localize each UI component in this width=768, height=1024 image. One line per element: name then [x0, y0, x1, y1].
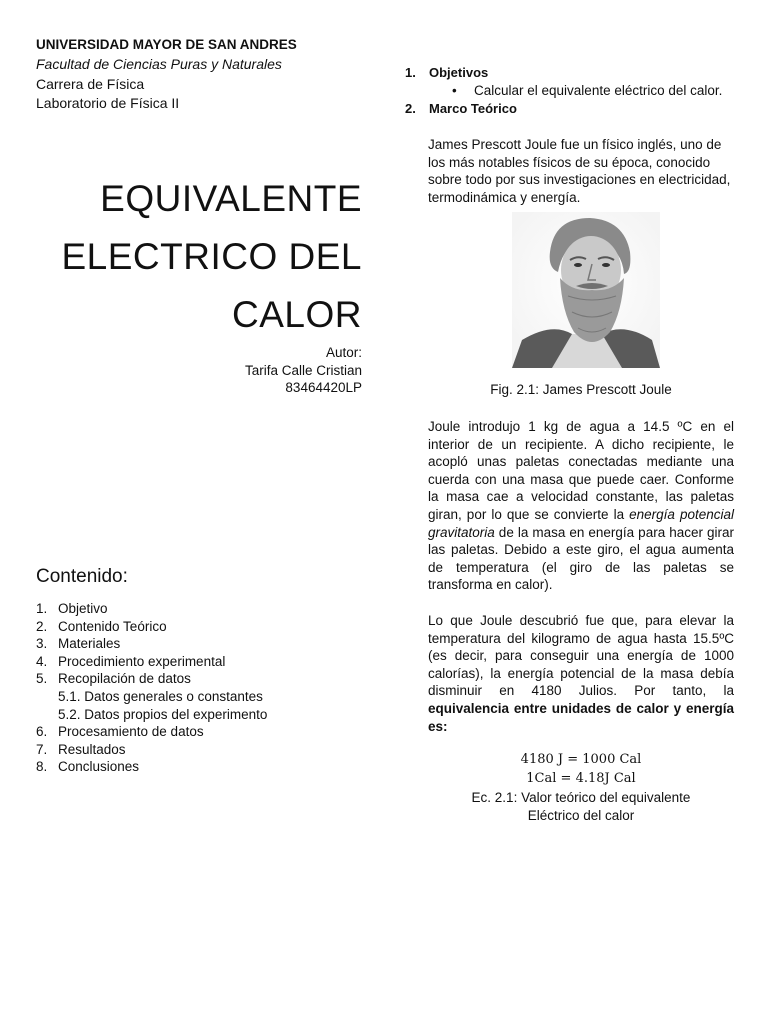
toc-item: 3. Materiales [36, 636, 121, 652]
italic-term: energía potencial gravitatoria [428, 506, 734, 540]
paragraph-joule-experiment: Joule introdujo 1 kg de agua a 14.5 ºC en el interior de un recipiente. A dicho recipiente, le acopló unas paletas conectadas mediante una cuerda con una masa que puede caer. Conforme la masa cae a velocidad constante, las paletas giran, por lo que se convierte la energía potencial gravitatoria de la masa en energía para hacer girar las paletas. Debido a este giro, el agua aumenta de temperatura (el giro de las paletas se transforma en calor). [428, 419, 734, 593]
author-name: Tarifa Calle Cristian [244, 362, 362, 378]
author-id: 83464420LP [285, 380, 362, 395]
toc-item: 2. Contenido Teórico [36, 618, 167, 634]
title-line-3: CALOR [232, 294, 362, 335]
objective-bullet: • Calcular el equivalente eléctrico del calor. [452, 83, 723, 98]
toc-item: 1. Objetivo [36, 601, 108, 616]
bullet-icon: • [452, 83, 457, 98]
equation-caption: Ec. 2.1: Valor teórico del equivalente Eléctrico del calor [471, 790, 691, 823]
author-label: Autor: [325, 345, 362, 360]
table-of-contents [36, 600, 366, 776]
paragraph-joule-intro: James Prescott Joule fue un físico inglés, uno de los más notables físicos de su época, conocido sobre todo por sus investigaciones en electricidad, termodinámica y energía. [428, 137, 731, 205]
section-marco-heading: 2. Marco Teórico [405, 101, 517, 116]
equation-1: 4180 J = 1000 Cal [520, 752, 642, 767]
toc-subitem: 5.2. Datos propios del experimento [58, 706, 268, 722]
university-name: UNIVERSIDAD MAYOR DE SAN ANDRES [36, 37, 297, 52]
toc-item: 7. Resultados [36, 741, 126, 757]
career-name: Carrera de Física [36, 76, 145, 92]
toc-item: 4. Procedimiento experimental [36, 653, 226, 669]
toc-item: 8. Conclusiones [36, 759, 140, 775]
title-line-2: ELECTRICO DEL [61, 236, 362, 277]
title-line-1: EQUIVALENTE [100, 178, 362, 219]
bold-equivalence: equivalencia entre unidades de calor y energía es: [428, 700, 734, 734]
toc-subitem: 5.1. Datos generales o constantes [58, 688, 263, 704]
contents-heading: Contenido: [36, 566, 128, 587]
faculty-name: Facultad de Ciencias Puras y Naturales [36, 56, 282, 72]
section-objetivos-heading: 1. Objetivos [405, 65, 489, 80]
figure-caption: Fig. 2.1: James Prescott Joule [490, 382, 672, 397]
document-title [40, 170, 362, 344]
toc-item: 6. Procesamiento de datos [36, 724, 204, 740]
joule-portrait-image [512, 212, 660, 368]
author-block [180, 344, 362, 397]
equation-2: 1Cal = 4.18J Cal [526, 771, 636, 786]
paragraph-joule-discovery: Lo que Joule descubrió fue que, para elevar la temperatura del kilogramo de agua hasta 15.5ºC (es decir, para conseguir una energía de 1000 calorías), la energía potencial de la masa debía disminuir en 4180 Julios. Por tanto, la equivalencia entre unidades de calor y energía es: [428, 613, 734, 734]
lab-name: Laboratorio de Física II [36, 95, 180, 111]
toc-item: 5. Recopilación de datos [36, 671, 191, 687]
